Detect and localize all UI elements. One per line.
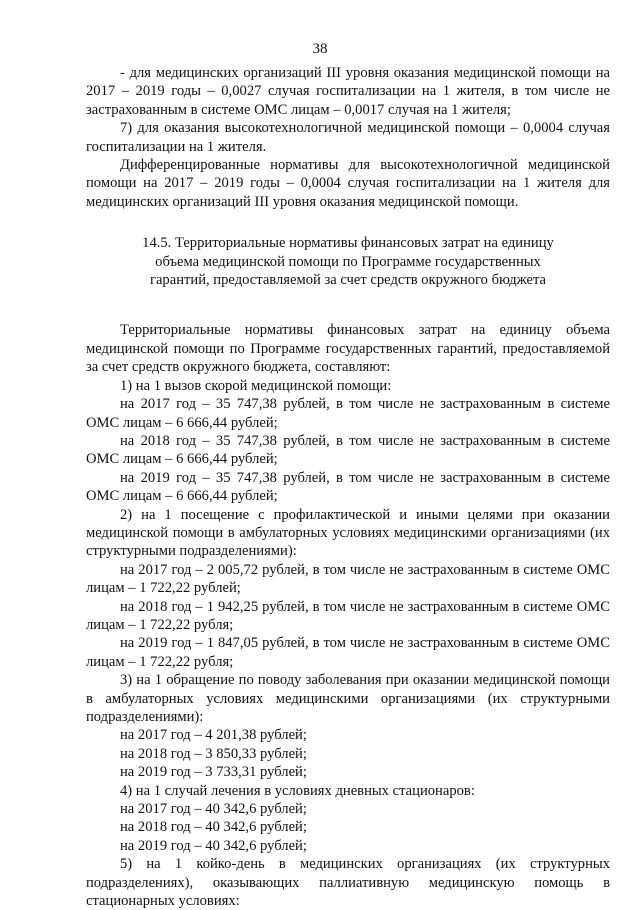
paragraph-differentiated-norms: Дифференцированные нормативы для высокотехнологичной медицинской помощи на 2017 – 2019 годы – 0,0004 случая госпитализации на 1 жителя для медицинских организаций III уровня оказания медицинской помощи. [86,157,610,210]
item-4-year-2017: на 2017 год – 40 342,6 рублей; [120,801,307,818]
item-4-day-hospital: 4) на 1 случай лечения в условиях дневных стационаров: [120,782,475,799]
page-number: 38 [312,41,328,57]
item-2-year-2017: на 2017 год – 2 005,72 рублей, в том числе не застрахованным в системе ОМС лицам – 1 722,22 рублей; [86,561,610,597]
item-1-year-2018: на 2018 год – 35 747,38 рублей, в том числе не застрахованным в системе ОМС лицам – 6 666,44 рублей; [86,432,610,468]
section-heading-line-1: 14.5. Территориальные нормативы финансовых затрат на единицу [142,235,554,252]
item-3-appeal: 3) на 1 обращение по поводу заболевания при оказании медицинской помощи в амбулаторных условиях медицинскими организациями (их структурными подразделениями): [86,672,610,725]
item-1-ambulance-call: 1) на 1 вызов скорой медицинской помощи: [120,377,392,394]
section-heading-line-3: гарантий, предоставляемой за счет средств окружного бюджета [149,272,547,289]
paragraph-item-7-high-tech: 7) для оказания высокотехнологичной медицинской помощи – 0,0004 случая госпитализации на 1 жителя. [86,120,610,155]
item-3-year-2019: на 2019 год – 3 733,31 рублей; [120,764,307,781]
section-heading-line-2: объема медицинской помощи по Программе государственных [155,253,541,270]
document-body [86,64,610,910]
item-4-year-2019: на 2019 год – 40 342,6 рублей; [120,837,307,854]
item-5-bed-day: 5) на 1 койко-день в медицинских организациях (их структурных подразделениях), оказывающих паллиативную медицинскую помощь в стационарных условиях: [86,856,610,910]
item-4-year-2018: на 2018 год – 40 342,6 рублей; [120,819,307,836]
paragraph-intro: Территориальные нормативы финансовых затрат на единицу объема медицинской помощи по Программе государственных гарантий, предоставляемой за счет средств окружного бюджета, составляют: [86,322,610,376]
item-1-year-2017: на 2017 год – 35 747,38 рублей, в том числе не застрахованным в системе ОМС лицам – 6 666,44 рублей; [86,396,610,431]
item-2-year-2018: на 2018 год – 1 942,25 рублей, в том числе не застрахованным в системе ОМС лицам – 1 722,22 рубля; [86,598,610,633]
item-1-year-2019: на 2019 год – 35 747,38 рублей, в том числе не застрахованным в системе ОМС лицам – 6 666,44 рублей; [86,469,610,505]
item-3-year-2017: на 2017 год – 4 201,38 рублей; [120,727,307,744]
item-2-visit: 2) на 1 посещение с профилактической и иными целями при оказании медицинской помощи в амбулаторных условиях медицинскими организациями (их структурными подразделениями): [86,506,610,560]
item-2-year-2019: на 2019 год – 1 847,05 рублей, в том числе не застрахованным в системе ОМС лицам – 1 722,22 рубля; [86,635,610,670]
paragraph-level-iii-hospitalization: - для медицинских организаций III уровня оказания медицинской помощи на 2017 – 2019 годы – 0,0027 случая госпитализации на 1 жителя, в том числе не застрахованным в системе ОМС лицам – 0,0017 случая на 1 жителя; [86,65,610,118]
item-3-year-2018: на 2018 год – 3 850,33 рублей; [120,745,307,762]
